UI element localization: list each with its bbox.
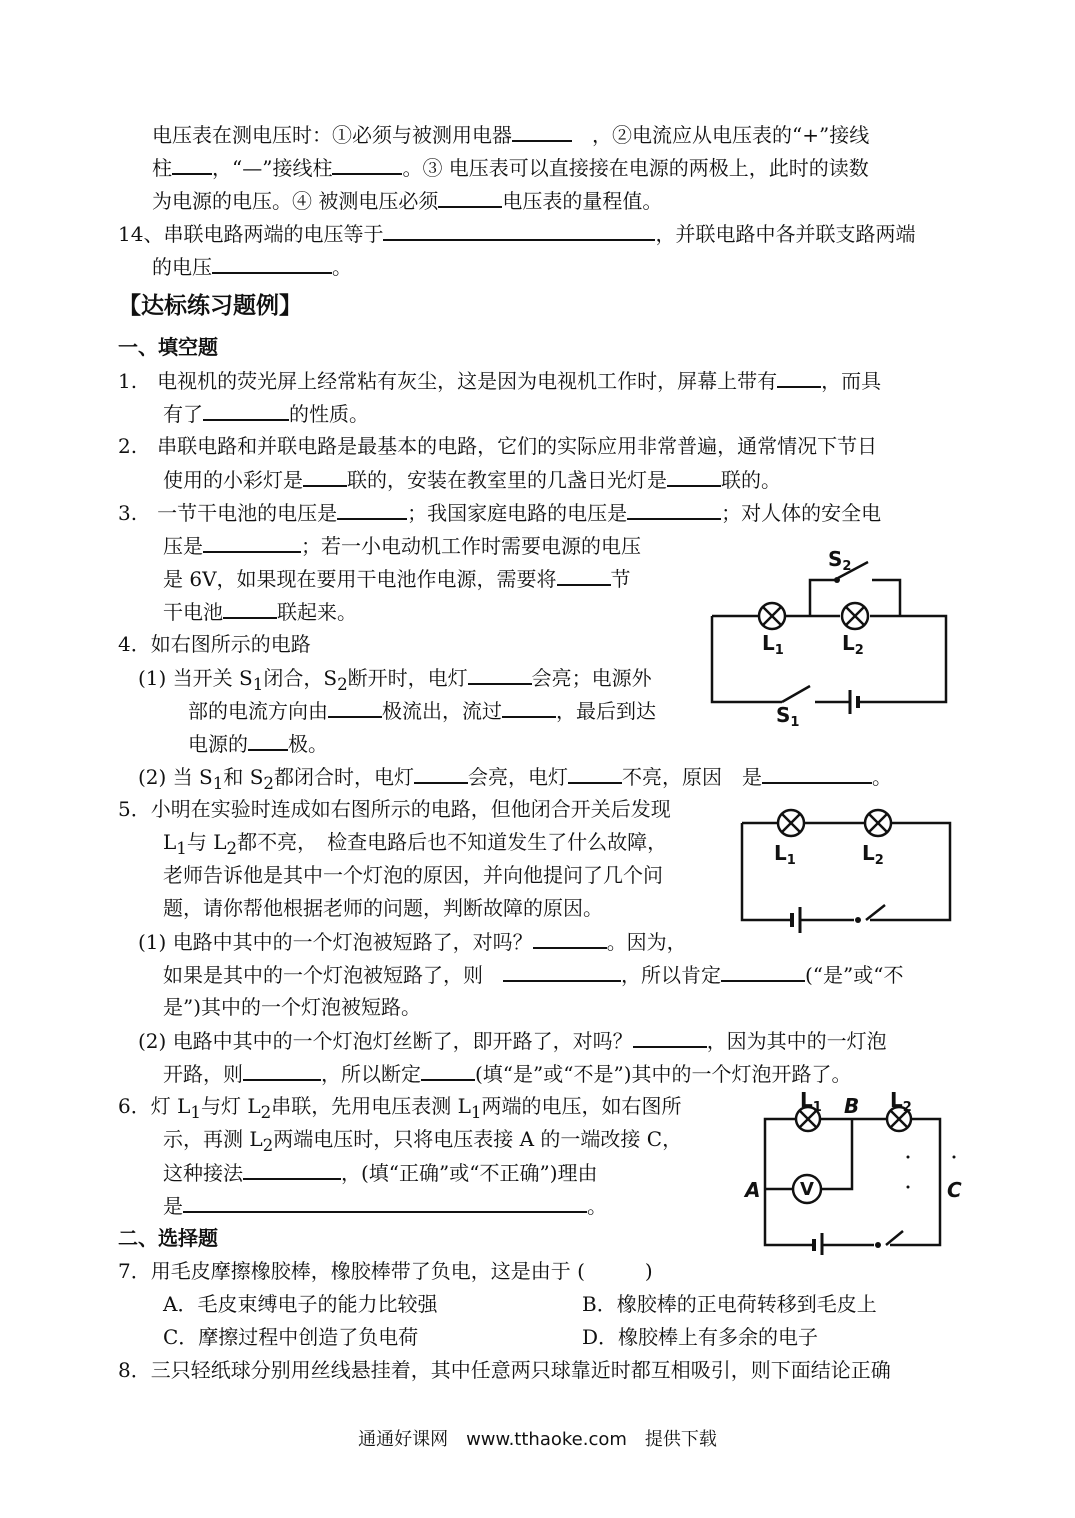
l1-label: $L_1$	[774, 841, 796, 868]
question-3-cont-3: 干电池 联起来。	[163, 597, 357, 626]
question-5: 5．小明在实验时连成如右图所示的电路，但他闭合开关后发现	[118, 797, 671, 821]
blank[interactable]	[203, 531, 301, 553]
question-4-part-1-cont: 部的电流方向由 极流出，流过 ，最后到达	[188, 696, 656, 725]
blank[interactable]	[503, 960, 621, 982]
s1-label: $S_1$	[776, 703, 800, 730]
question-1-cont: 有了 的性质。	[163, 399, 369, 428]
blank[interactable]	[627, 498, 721, 520]
blank[interactable]	[762, 762, 872, 784]
circuit-diagram-q4	[700, 540, 970, 730]
l1-label: $L_1$	[800, 1088, 822, 1115]
blank[interactable]	[328, 696, 382, 718]
blank[interactable]	[337, 498, 407, 520]
circuit-diagram-q6	[740, 1085, 970, 1255]
blank[interactable]	[383, 219, 655, 241]
intro-line-3: 为电源的电压。④ 被测电压必须 电压表的量程值。	[152, 186, 662, 215]
blank[interactable]	[777, 366, 821, 388]
switch-contact-icon	[875, 1242, 881, 1248]
question-1: 1. 电视机的荧光屏上经常粘有灰尘，这是因为电视机工作时，屏幕上带有 ，而具	[118, 366, 881, 395]
option-7b[interactable]: B．橡胶棒的正电荷转移到毛皮上	[582, 1292, 877, 1316]
section-title: 【达标练习题例】	[118, 292, 302, 319]
switch-contact-icon	[855, 917, 861, 923]
question-4-part-1-cont-2: 电源的 极。	[188, 729, 328, 758]
question-14: 14、串联电路两端的电压等于 ，并联电路中各并联支路两端	[118, 219, 915, 248]
blank[interactable]	[183, 1191, 587, 1213]
question-5-cont-3: 题，请你帮他根据老师的问题，判断故障的原因。	[163, 896, 603, 920]
blank[interactable]	[421, 1059, 475, 1081]
option-7c[interactable]: C．摩擦过程中创造了负电荷	[163, 1325, 419, 1349]
question-6-cont-2: 这种接法 ，(填“正确”或“不正确”)理由	[163, 1158, 598, 1187]
blank[interactable]	[243, 1059, 321, 1081]
voltmeter-label: V	[800, 1179, 814, 1200]
dot	[907, 1156, 910, 1159]
blank[interactable]	[512, 120, 572, 142]
part-1-heading: 一、填空题	[118, 335, 218, 359]
s2-label: $S_2$	[828, 547, 852, 574]
blank[interactable]	[332, 153, 402, 175]
point-a-label: A	[745, 1178, 761, 1202]
question-3: 3. 一节干电池的电压是 ；我国家庭电路的电压是 ；对人体的安全电	[118, 498, 881, 527]
question-2: 2. 串联电路和并联电路是最基本的电路，它们的实际应用非常普遍，通常情况下节日	[118, 434, 878, 458]
question-4-part-2: (2) 当 $S_1$和 $S_2$都闭合时，电灯 会亮，电灯 不亮，原因 是 。	[138, 762, 892, 798]
blank[interactable]	[468, 663, 532, 685]
l2-label: $L_2$	[890, 1088, 912, 1115]
question-3-cont-2: 是 6V，如果现在要用干电池作电源，需要将 节	[163, 564, 631, 593]
question-5-part-2-cont: 开路，则 ，所以断定 (填“是”或“不是”)其中的一个灯泡开路了。	[163, 1059, 852, 1088]
question-5-part-1-cont-2: 是”)其中的一个灯泡被短路。	[163, 995, 422, 1019]
blank[interactable]	[568, 762, 622, 784]
question-4-part-1: (1) 当开关 $S_1$闭合，$S_2$断开时，电灯 会亮；电源外	[138, 663, 652, 699]
option-7d[interactable]: D．橡胶棒上有多余的电子	[582, 1325, 819, 1349]
blank[interactable]	[533, 927, 607, 949]
question-6-cont-1: 示，再测 $L_2$两端电压时，只将电压表接 A 的一端改接 C，	[163, 1127, 683, 1155]
circuit-diagram-q5	[730, 795, 970, 935]
question-5-part-1-cont: 如果是其中的一个灯泡被短路了，则 ，所以肯定 (“是”或“不	[163, 960, 903, 989]
blank[interactable]	[721, 960, 805, 982]
part-2-heading: 二、选择题	[118, 1226, 218, 1250]
blank[interactable]	[203, 399, 289, 421]
blank[interactable]	[557, 564, 611, 586]
blank[interactable]	[243, 1158, 341, 1180]
dot	[907, 1186, 910, 1189]
question-6: 6．灯 $L_1$与灯 $L_2$串联，先用电压表测 $L_1$两端的电压，如右图所	[118, 1094, 682, 1122]
question-8: 8．三只轻纸球分别用丝线悬挂着，其中任意两只球靠近时都互相吸引，则下面结论正确	[118, 1358, 891, 1382]
blank[interactable]	[414, 762, 468, 784]
blank[interactable]	[438, 186, 502, 208]
blank[interactable]	[502, 696, 556, 718]
l1-label: $L_1$	[762, 631, 784, 658]
footer: 通通好课网 www.tthaoke.com 提供下载	[358, 1429, 717, 1450]
blank[interactable]	[667, 465, 721, 487]
question-4: 4．如右图所示的电路	[118, 632, 311, 656]
question-2-cont: 使用的小彩灯是 联的，安装在教室里的几盏日光灯是 联的。	[163, 465, 781, 494]
blank[interactable]	[172, 153, 212, 175]
question-14-cont: 的电压 。	[152, 252, 352, 281]
question-6-cont-3: 是 。	[163, 1191, 607, 1220]
question-7: 7．用毛皮摩擦橡胶棒，橡胶棒带了负电，这是由于 ( )	[118, 1259, 653, 1283]
blank[interactable]	[223, 597, 277, 619]
dot	[953, 1156, 956, 1159]
blank[interactable]	[248, 729, 288, 751]
l2-label: $L_2$	[842, 631, 864, 658]
intro-line-2: 柱 ，“—”接线柱 。③ 电压表可以直接接在电源的两极上，此时的读数	[152, 153, 869, 182]
blank[interactable]	[212, 252, 332, 274]
question-5-cont-2: 老师告诉他是其中一个灯泡的原因，并向他提问了几个问	[163, 863, 663, 887]
point-b-label: B	[844, 1094, 860, 1118]
switch-contact-icon	[834, 577, 840, 583]
point-c-label: C	[947, 1178, 962, 1202]
l2-label: $L_2$	[862, 841, 884, 868]
blank[interactable]	[633, 1026, 707, 1048]
question-5-part-1: (1) 电路中其中的一个灯泡被短路了，对吗？ 。因为，	[138, 927, 687, 956]
intro-line-1: 电压表在测电压时：①必须与被测用电器 ，②电流应从电压表的“+”接线	[152, 120, 869, 149]
question-3-cont-1: 压是 ；若一小电动机工作时需要电源的电压	[163, 531, 641, 560]
question-5-part-2: (2) 电路中其中的一个灯泡灯丝断了，即开路了，对吗？ ，因为其中的一灯泡	[138, 1026, 887, 1055]
question-5-cont-1: $L_1$与 $L_2$都不亮， 检查电路后也不知道发生了什么故障，	[163, 830, 668, 858]
blank[interactable]	[303, 465, 347, 487]
option-7a[interactable]: A．毛皮束缚电子的能力比较强	[163, 1292, 438, 1316]
